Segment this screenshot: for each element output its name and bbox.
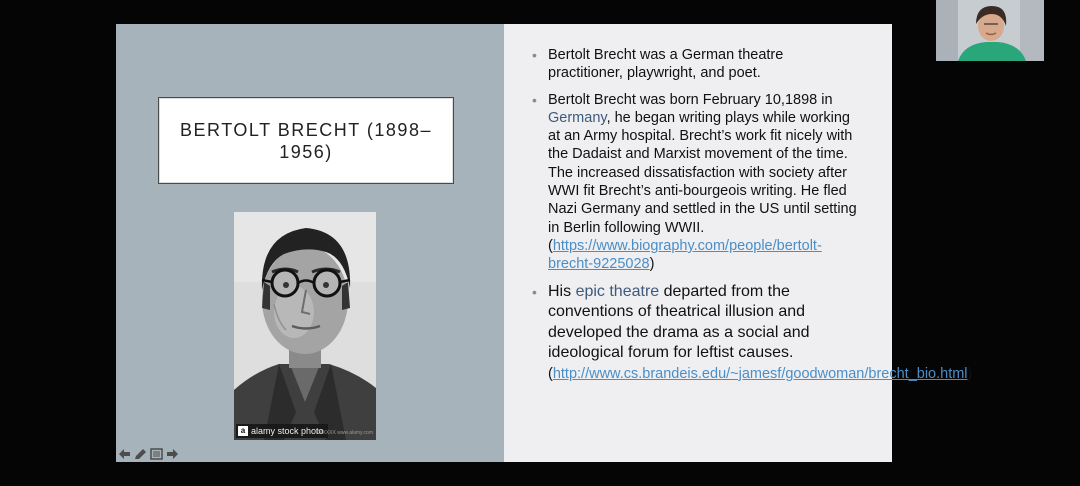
bullet-text-post: , he began writing plays while working at an Army hospital. Brecht’s work fit nicely with the Dadaist and Marxist movement of the time. The increased dissatisfaction with society after WWI fit Brecht’s anti-bourgeois writing. He fled Nazi Germany and settled in the US until setting in Berlin following WWII. bbox=[548, 109, 857, 236]
slide-title: BERTOLT BRECHT (1898–1956) bbox=[180, 119, 432, 162]
brecht-portrait-photo bbox=[234, 212, 376, 440]
presentation-slide bbox=[116, 24, 973, 462]
pen-icon[interactable] bbox=[134, 448, 147, 460]
slide-left-pane bbox=[116, 24, 504, 462]
slideshow-nav-controls bbox=[118, 448, 179, 460]
slide-right-pane bbox=[504, 24, 973, 462]
epic-theatre-highlight: epic theatre bbox=[575, 282, 660, 300]
bullet-item-3: • His epic theatre departed from the conventions of theatrical illusion and developed the drama as a social and ideological forum for leftist causes. (http://www.cs.brandeis.edu/~jamesf/goodwoman/brecht_bio.html) bbox=[548, 282, 858, 385]
bullet-item-1 bbox=[548, 46, 858, 83]
biography-link[interactable]: https://www.biography.com/people/bertolt-brecht-9225028 bbox=[548, 237, 822, 273]
photo-watermark bbox=[236, 424, 328, 438]
bullet-text: Bertolt Brecht was a German theatre practitioner, playwright, and poet. bbox=[548, 47, 784, 82]
slide-title-box bbox=[158, 97, 454, 184]
bullet-item-2: • Bertolt Brecht was born February 10,1898 in Germany, he began writing plays while working at an Army hospital. Brecht’s work fit nicely with the Dadaist and Marxist movement of the time. The increased dissatisfaction with society after WWI fit Brecht’s anti-bourgeois writing. He fled Nazi Germany and settled in the US until setting in Berlin following WWII. (https://www.biography.com/people/bertolt-brecht-9225028) bbox=[548, 91, 858, 274]
presenter-webcam bbox=[936, 0, 1044, 61]
germany-highlight: Germany bbox=[548, 109, 607, 126]
arrow-right-icon[interactable] bbox=[166, 448, 179, 460]
watermark-text: alamy stock photo bbox=[251, 426, 324, 436]
bullet-text-post: departed from the conventions of theatrical illusion and developed the drama as a social and ideological forum for leftist causes. bbox=[548, 282, 810, 362]
brandeis-link[interactable]: http://www.cs.brandeis.edu/~jamesf/goodwoman/brecht_bio.html bbox=[552, 365, 968, 382]
watermark-id: KXXXXX www.alamy.com bbox=[315, 430, 373, 436]
menu-icon[interactable] bbox=[150, 448, 163, 460]
bullet-text-pre: Bertolt Brecht was born February 10,1898 in bbox=[548, 91, 833, 108]
bullet-list bbox=[548, 46, 973, 392]
alamy-logo-icon: a bbox=[238, 426, 248, 436]
bullet-text-pre: His bbox=[548, 282, 576, 300]
arrow-left-icon[interactable] bbox=[118, 448, 131, 460]
